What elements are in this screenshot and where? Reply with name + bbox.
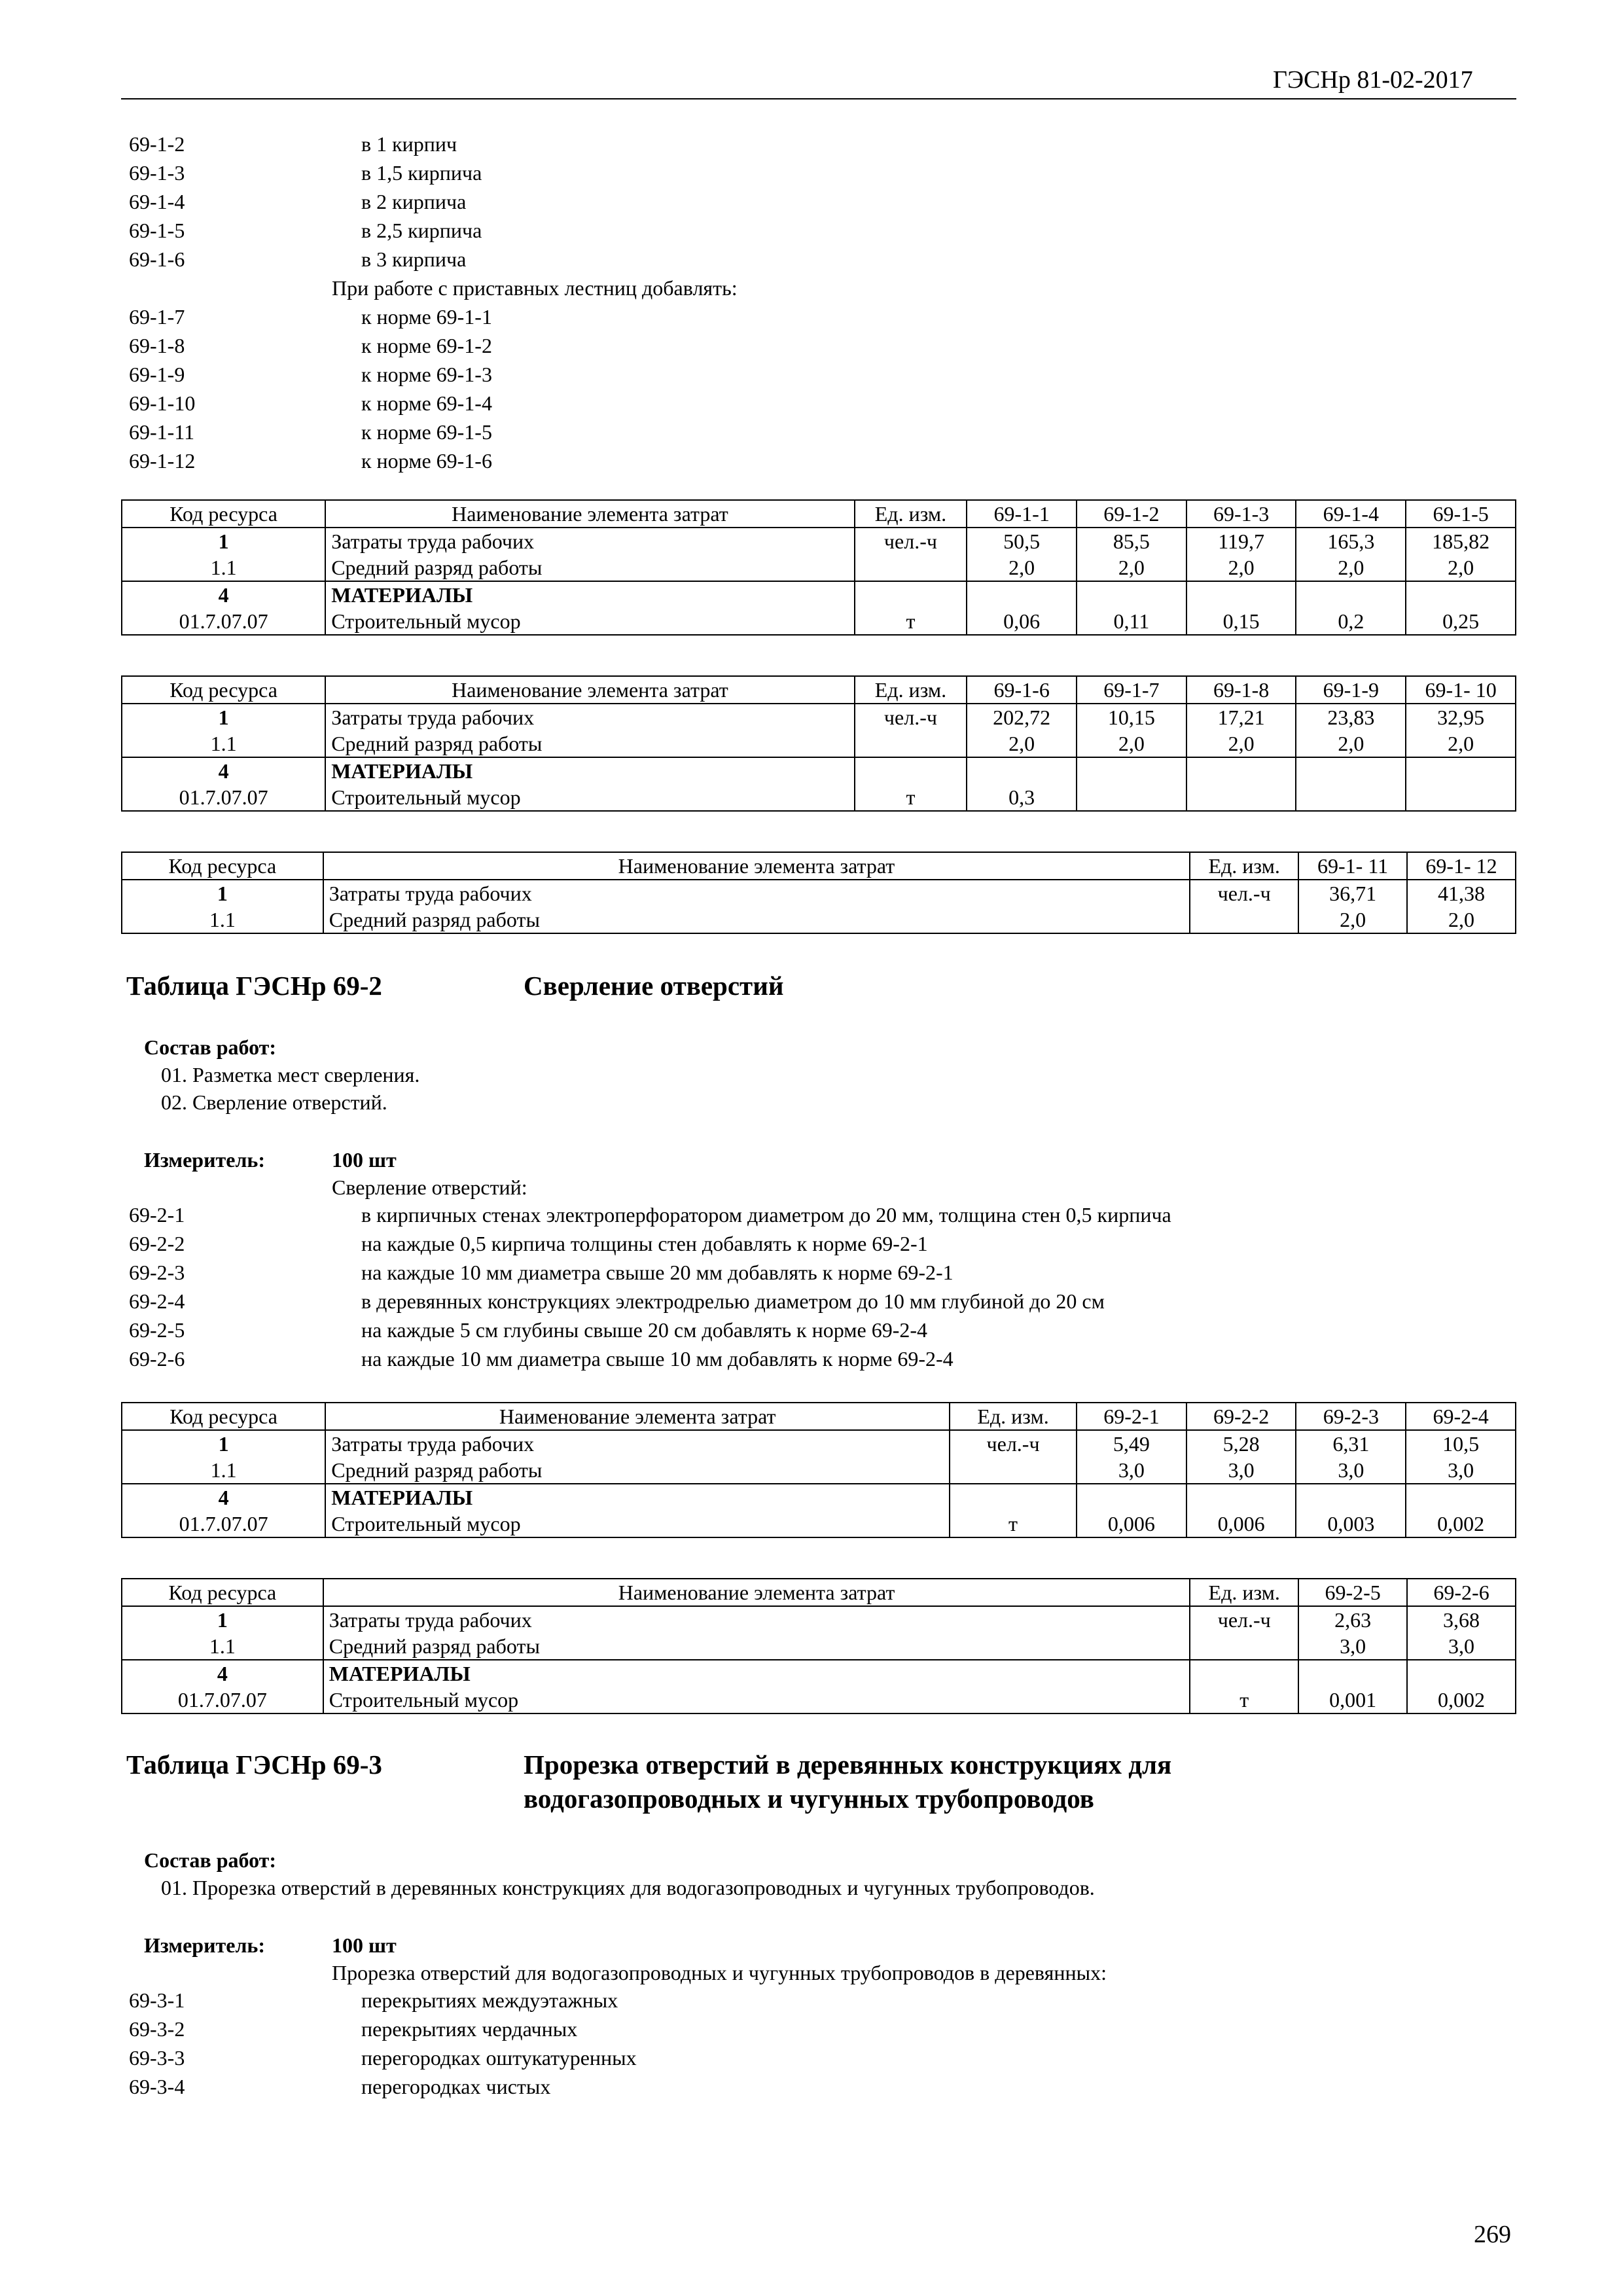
list-item: 69-2-2 на каждые 0,5 кирпича толщины стен добавлять к норме 69-2-1 [129, 1232, 928, 1255]
work-composition-label: Состав работ: [144, 1035, 277, 1059]
work-item: 01. Прорезка отверстий в деревянных конструкциях для водогазопроводных и чугунных трубопроводов. [161, 1876, 1095, 1899]
page-number: 269 [1474, 2221, 1511, 2248]
table-header-row: Код ресурса Наименование элемента затрат Ед. изм. 69-1-6 69-1-7 69-1-8 69-1-9 69-1- 10 [122, 676, 1516, 704]
list-item: 69-2-3 на каждые 10 мм диаметра свыше 20 мм добавлять к норме 69-2-1 [129, 1261, 954, 1284]
list-item: 69-2-5 на каждые 5 см глубины свыше 20 см добавлять к норме 69-2-4 [129, 1318, 927, 1342]
header-cell: 69-1-2 [1077, 500, 1186, 528]
table-row: 4 МАТЕРИАЛЫ [122, 1660, 1516, 1687]
header-rule [121, 98, 1516, 99]
table-label-69-3: Таблица ГЭСНр 69-3 [126, 1749, 382, 1780]
header-cell: Наименование элемента затрат [325, 500, 854, 528]
resource-table-1 [121, 499, 1516, 636]
table-row: 01.7.07.07 Строительный мусор т 0,06 0,11 0,15 0,2 0,25 [122, 608, 1516, 635]
table-row: 4 МАТЕРИАЛЫ [122, 1484, 1516, 1511]
header-cell: Код ресурса [122, 500, 325, 528]
list-item: 69-1-2 в 1 кирпич [129, 132, 457, 156]
list-item: 69-1-6 в 3 кирпича [129, 247, 467, 271]
table-header-row: Код ресурса Наименование элемента затрат Ед. изм. 69-2-5 69-2-6 [122, 1579, 1516, 1606]
work-item: 02. Сверление отверстий. [161, 1090, 387, 1114]
list-item: 69-1-12 к норме 69-1-6 [129, 449, 492, 473]
table-row: 01.7.07.07 Строительный мусор т 0,3 [122, 784, 1516, 811]
list-item: 69-1-4 в 2 кирпича [129, 190, 467, 213]
header-cell: 69-1-4 [1296, 500, 1406, 528]
norm-list-1 [129, 130, 738, 475]
resource-table-2 [121, 675, 1516, 812]
header-cell: 69-1-5 [1406, 500, 1516, 528]
list-item: 69-1-8 к норме 69-1-2 [129, 334, 492, 357]
table-row: 4 МАТЕРИАЛЫ [122, 757, 1516, 784]
table-header-row: Код ресурса Наименование элемента затрат Ед. изм. 69-1- 11 69-1- 12 [122, 852, 1516, 880]
list-item: 69-1-7 к норме 69-1-1 [129, 305, 492, 329]
meter-value: 100 шт [332, 1933, 397, 1957]
section-title-69-3-line2: водогазопроводных и чугунных трубопроводов [524, 1784, 1094, 1814]
list-item: 69-1-10 к норме 69-1-4 [129, 391, 492, 415]
table-row: 01.7.07.07 Строительный мусор т 0,001 0,002 [122, 1687, 1516, 1713]
table-row: 1 Затраты труда рабочих чел.-ч 202,72 10,15 17,21 23,83 32,95 [122, 704, 1516, 730]
table-row: 1 Затраты труда рабочих чел.-ч 36,71 41,38 [122, 880, 1516, 906]
list-item: 69-3-3 перегородках оштукатуренных [129, 2046, 637, 2070]
table-row: 1.1 Средний разряд работы 3,0 3,0 [122, 1633, 1516, 1660]
section-title-69-2: Сверление отверстий [524, 971, 784, 1001]
norm-intro: Прорезка отверстий для водогазопроводных и чугунных трубопроводов в деревянных: [332, 1961, 1107, 1984]
table-row: 01.7.07.07 Строительный мусор т 0,006 0,006 0,003 0,002 [122, 1511, 1516, 1537]
table-row: 1.1 Средний разряд работы 2,0 2,0 [122, 906, 1516, 933]
work-composition-label: Состав работ: [144, 1848, 277, 1872]
work-item: 01. Разметка мест сверления. [161, 1063, 420, 1086]
list-item: 69-1-9 к норме 69-1-3 [129, 363, 492, 386]
norm-list-2 [129, 1200, 1171, 1373]
table-row: 1 Затраты труда рабочих чел.-ч 2,63 3,68 [122, 1606, 1516, 1633]
list-item: 69-3-4 перегородках чистых [129, 2075, 551, 2098]
list-item: 69-1-5 в 2,5 кирпича [129, 219, 482, 242]
table-row: 1.1 Средний разряд работы 3,0 3,0 3,0 3,0 [122, 1457, 1516, 1484]
list-item: 69-2-4 в деревянных конструкциях электродрелью диаметром до 10 мм глубиной до 20 см [129, 1289, 1105, 1313]
document-code: ГЭСНр 81-02-2017 [1273, 66, 1473, 94]
list-subheading: При работе с приставных лестниц добавлять: [332, 276, 738, 300]
header-cell: 69-1-1 [967, 500, 1077, 528]
table-label-69-2: Таблица ГЭСНр 69-2 [126, 971, 382, 1001]
table-header-row: Код ресурса Наименование элемента затрат Ед. изм. 69-2-1 69-2-2 69-2-3 69-2-4 [122, 1403, 1516, 1430]
list-item: 69-2-6 на каждые 10 мм диаметра свыше 10 мм добавлять к норме 69-2-4 [129, 1347, 954, 1371]
resource-table-3 [121, 852, 1516, 934]
meter-value: 100 шт [332, 1148, 397, 1172]
table-row: 1.1 Средний разряд работы 2,0 2,0 2,0 2,0 2,0 [122, 730, 1516, 757]
meter-label: Измеритель: [144, 1148, 265, 1172]
resource-table-5 [121, 1578, 1516, 1714]
header-cell: 69-1-3 [1186, 500, 1296, 528]
list-item: 69-1-11 к норме 69-1-5 [129, 420, 492, 444]
norm-list-3 [129, 1986, 637, 2101]
table-row: 1 Затраты труда рабочих чел.-ч 5,49 5,28 6,31 10,5 [122, 1430, 1516, 1457]
list-item: 69-3-1 перекрытиях междуэтажных [129, 1988, 618, 2012]
table-row: 4 МАТЕРИАЛЫ [122, 581, 1516, 608]
norm-intro: Сверление отверстий: [332, 1175, 527, 1199]
table-header-row [122, 500, 1516, 528]
meter-label: Измеритель: [144, 1933, 265, 1957]
table-row: 1.1 Средний разряд работы 2,0 2,0 2,0 2,0 2,0 [122, 554, 1516, 581]
list-item: 69-2-1 в кирпичных стенах электроперфоратором диаметром до 20 мм, толщина стен 0,5 кирпича [129, 1203, 1171, 1227]
header-cell: Ед. изм. [855, 500, 967, 528]
resource-table-4 [121, 1402, 1516, 1538]
list-item: 69-1-3 в 1,5 кирпича [129, 161, 482, 185]
section-title-69-3-line1: Прорезка отверстий в деревянных конструкциях для [524, 1749, 1172, 1780]
list-item: 69-3-2 перекрытиях чердачных [129, 2017, 578, 2041]
table-row: 1 Затраты труда рабочих чел.-ч 50,5 85,5 119,7 165,3 185,82 [122, 528, 1516, 554]
